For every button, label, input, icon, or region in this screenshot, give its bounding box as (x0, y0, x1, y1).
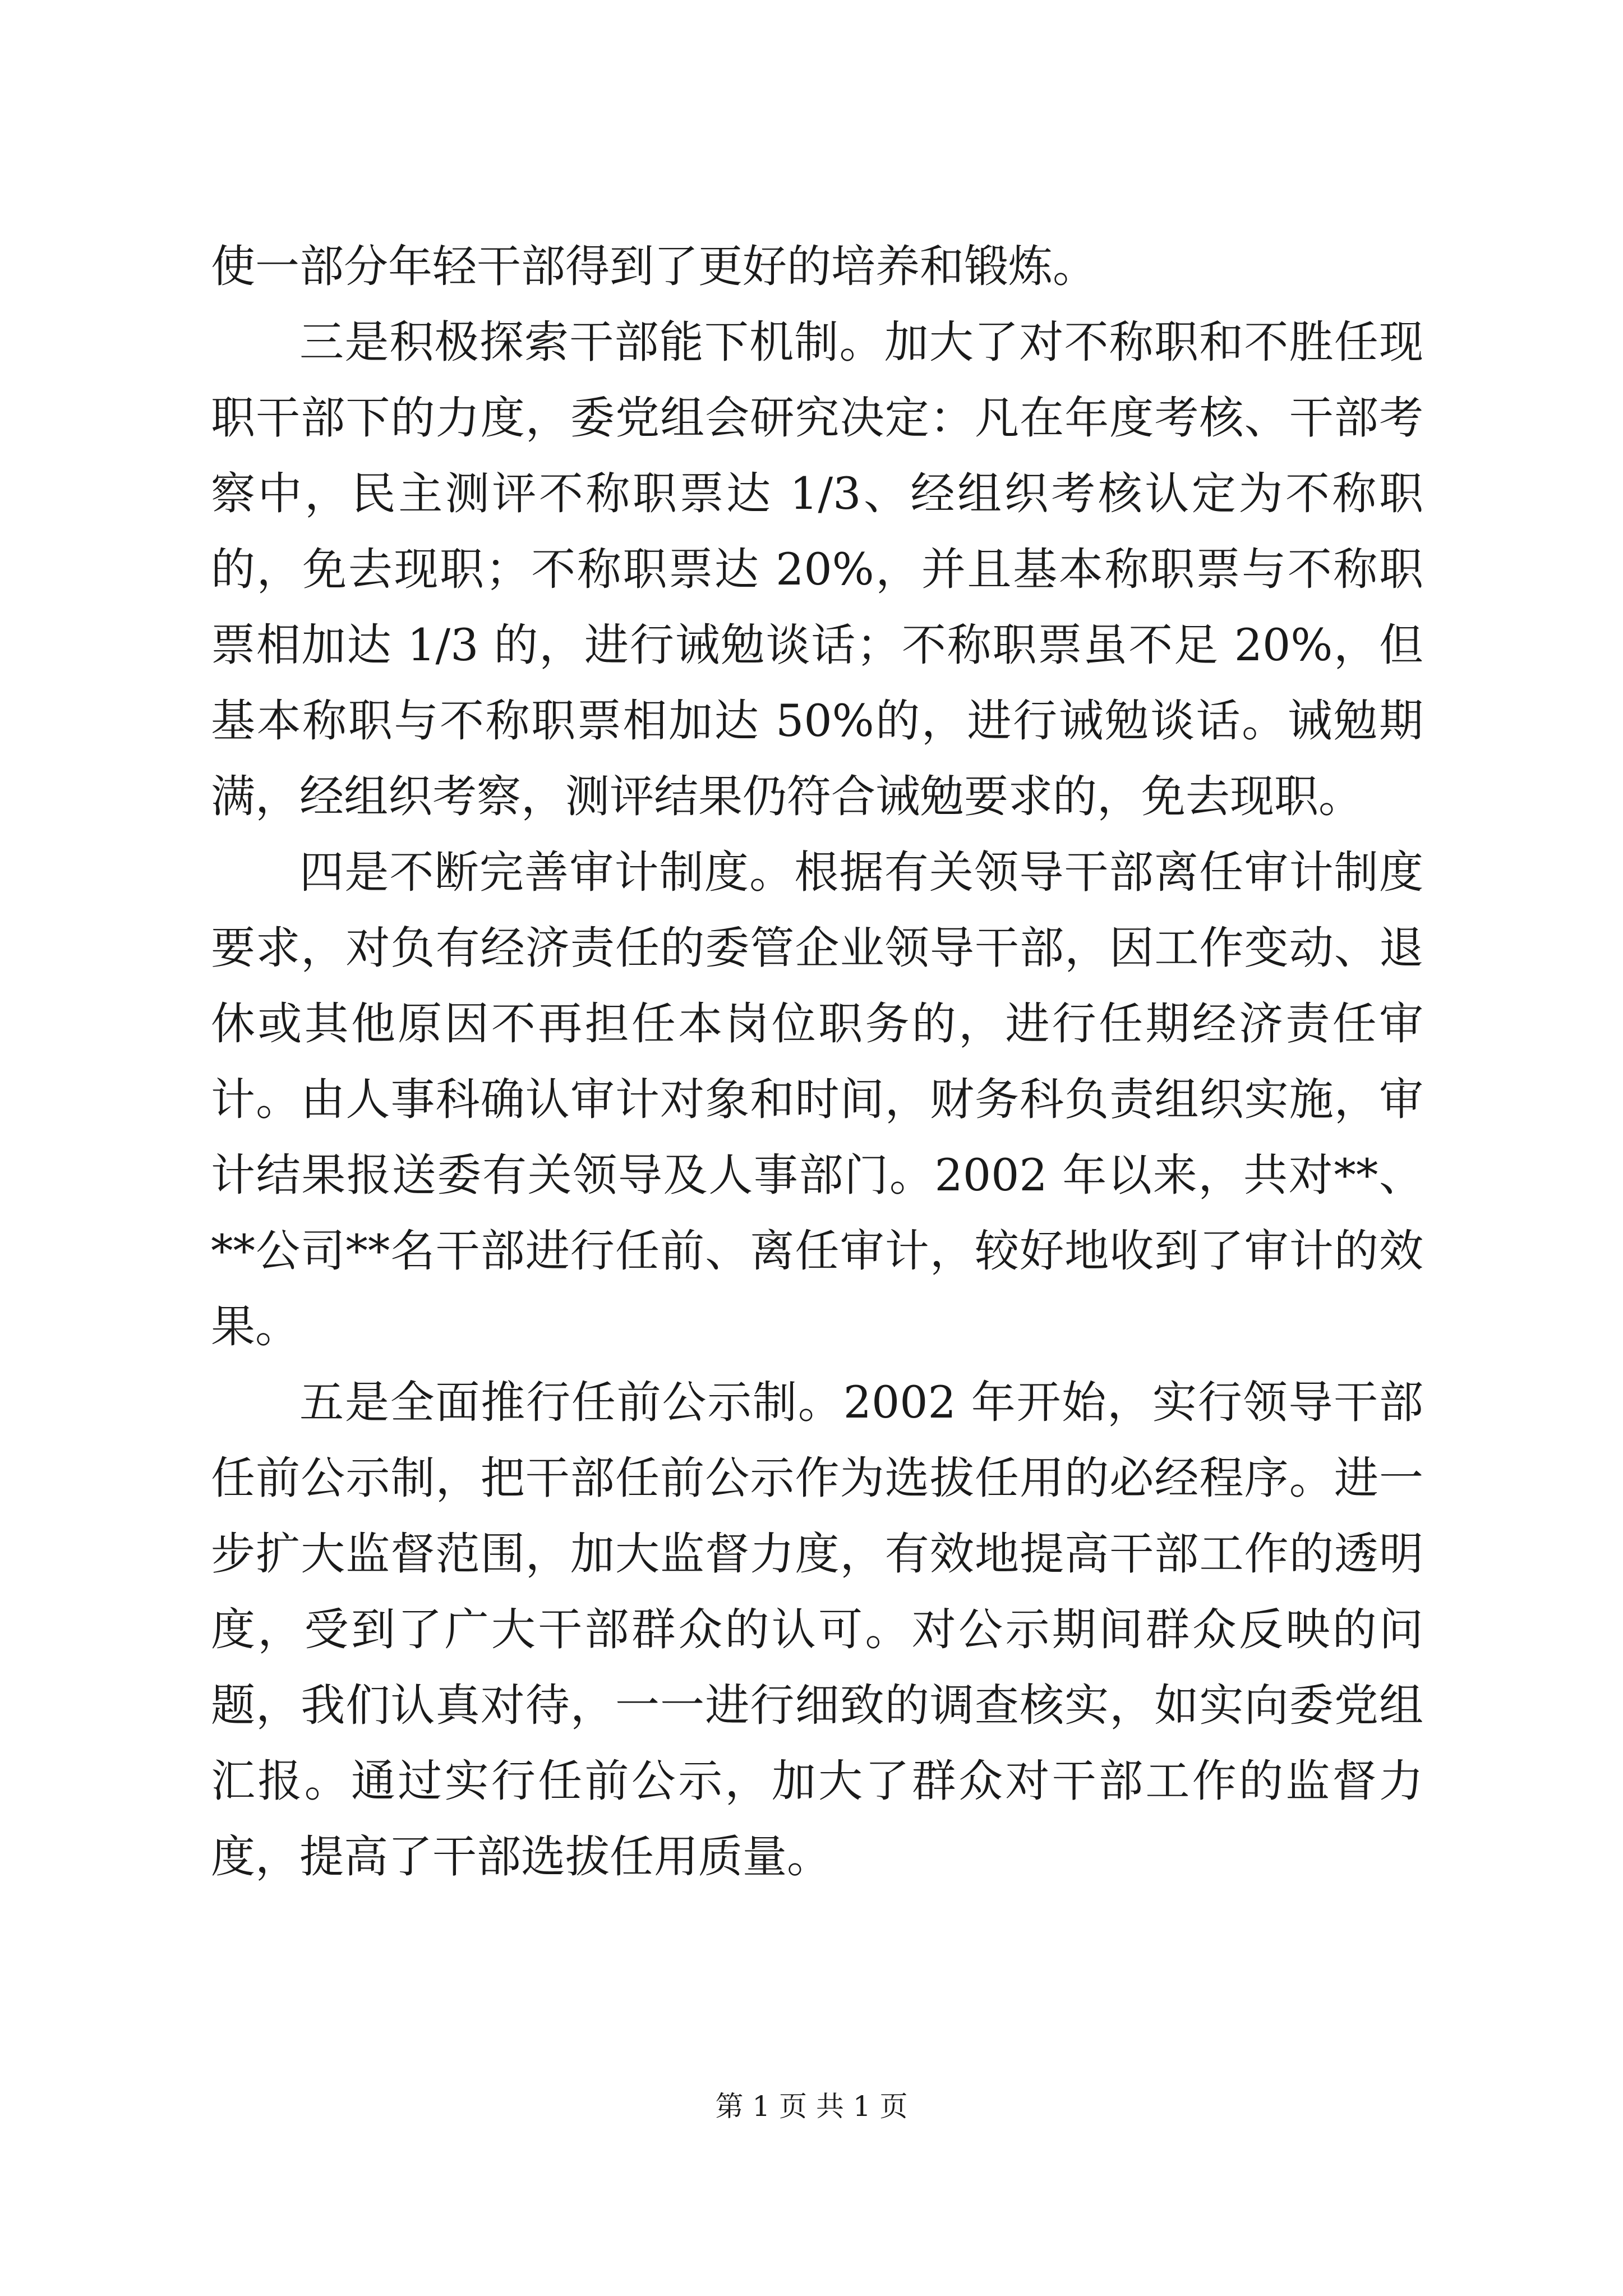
paragraph-2: 三是积极探索干部能下机制。加大了对不称职和不胜任现职干部下的力度，委党组会研究决定：凡在年度考核、干部考察中，民主测评不称职票达 1/3、经组织考核认定为不称职的，免去现职；不称职票达 20%，并且基本称职票与不称职票相加达 1/3 的，进行诫勉谈话；不称职票虽不足 20%，但基本称职与不称职票相加达 50%的，进行诫勉谈话。诫勉期满，经组织考察，测评结果仍符合诫勉要求的，免去现职。 (211, 316, 1423, 822)
page-footer: 第 1 页 共 1 页 (715, 2090, 908, 2123)
paragraph-1: 使一部分年轻干部得到了更好的培养和锻炼。 (211, 241, 1097, 292)
body-text (211, 229, 1423, 1895)
paragraph-3: 四是不断完善审计制度。根据有关领导干部离任审计制度要求，对负有经济责任的委管企业领导干部，因工作变动、退休或其他原因不再担任本岗位职务的，进行任期经济责任审计。由人事科确认审计对象和时间，财务科负责组织实施，审计结果报送委有关领导及人事部门。2002 年以来，共对**、**公司**名干部进行任前、离任审计，较好地收到了审计的效果。 (211, 846, 1423, 1352)
paragraph-4: 五是全面推行任前公示制。2002 年开始，实行领导干部任前公示制，把干部任前公示作为选拔任用的必经程序。进一步扩大监督范围，加大监督力度，有效地提高干部工作的透明度，受到了广大干部群众的认可。对公示期间群众反映的问题，我们认真对待，一一进行细致的调查核实，如实向委党组汇报。通过实行任前公示，加大了群众对干部工作的监督力度，提高了干部选拔任用质量。 (211, 1377, 1423, 1883)
